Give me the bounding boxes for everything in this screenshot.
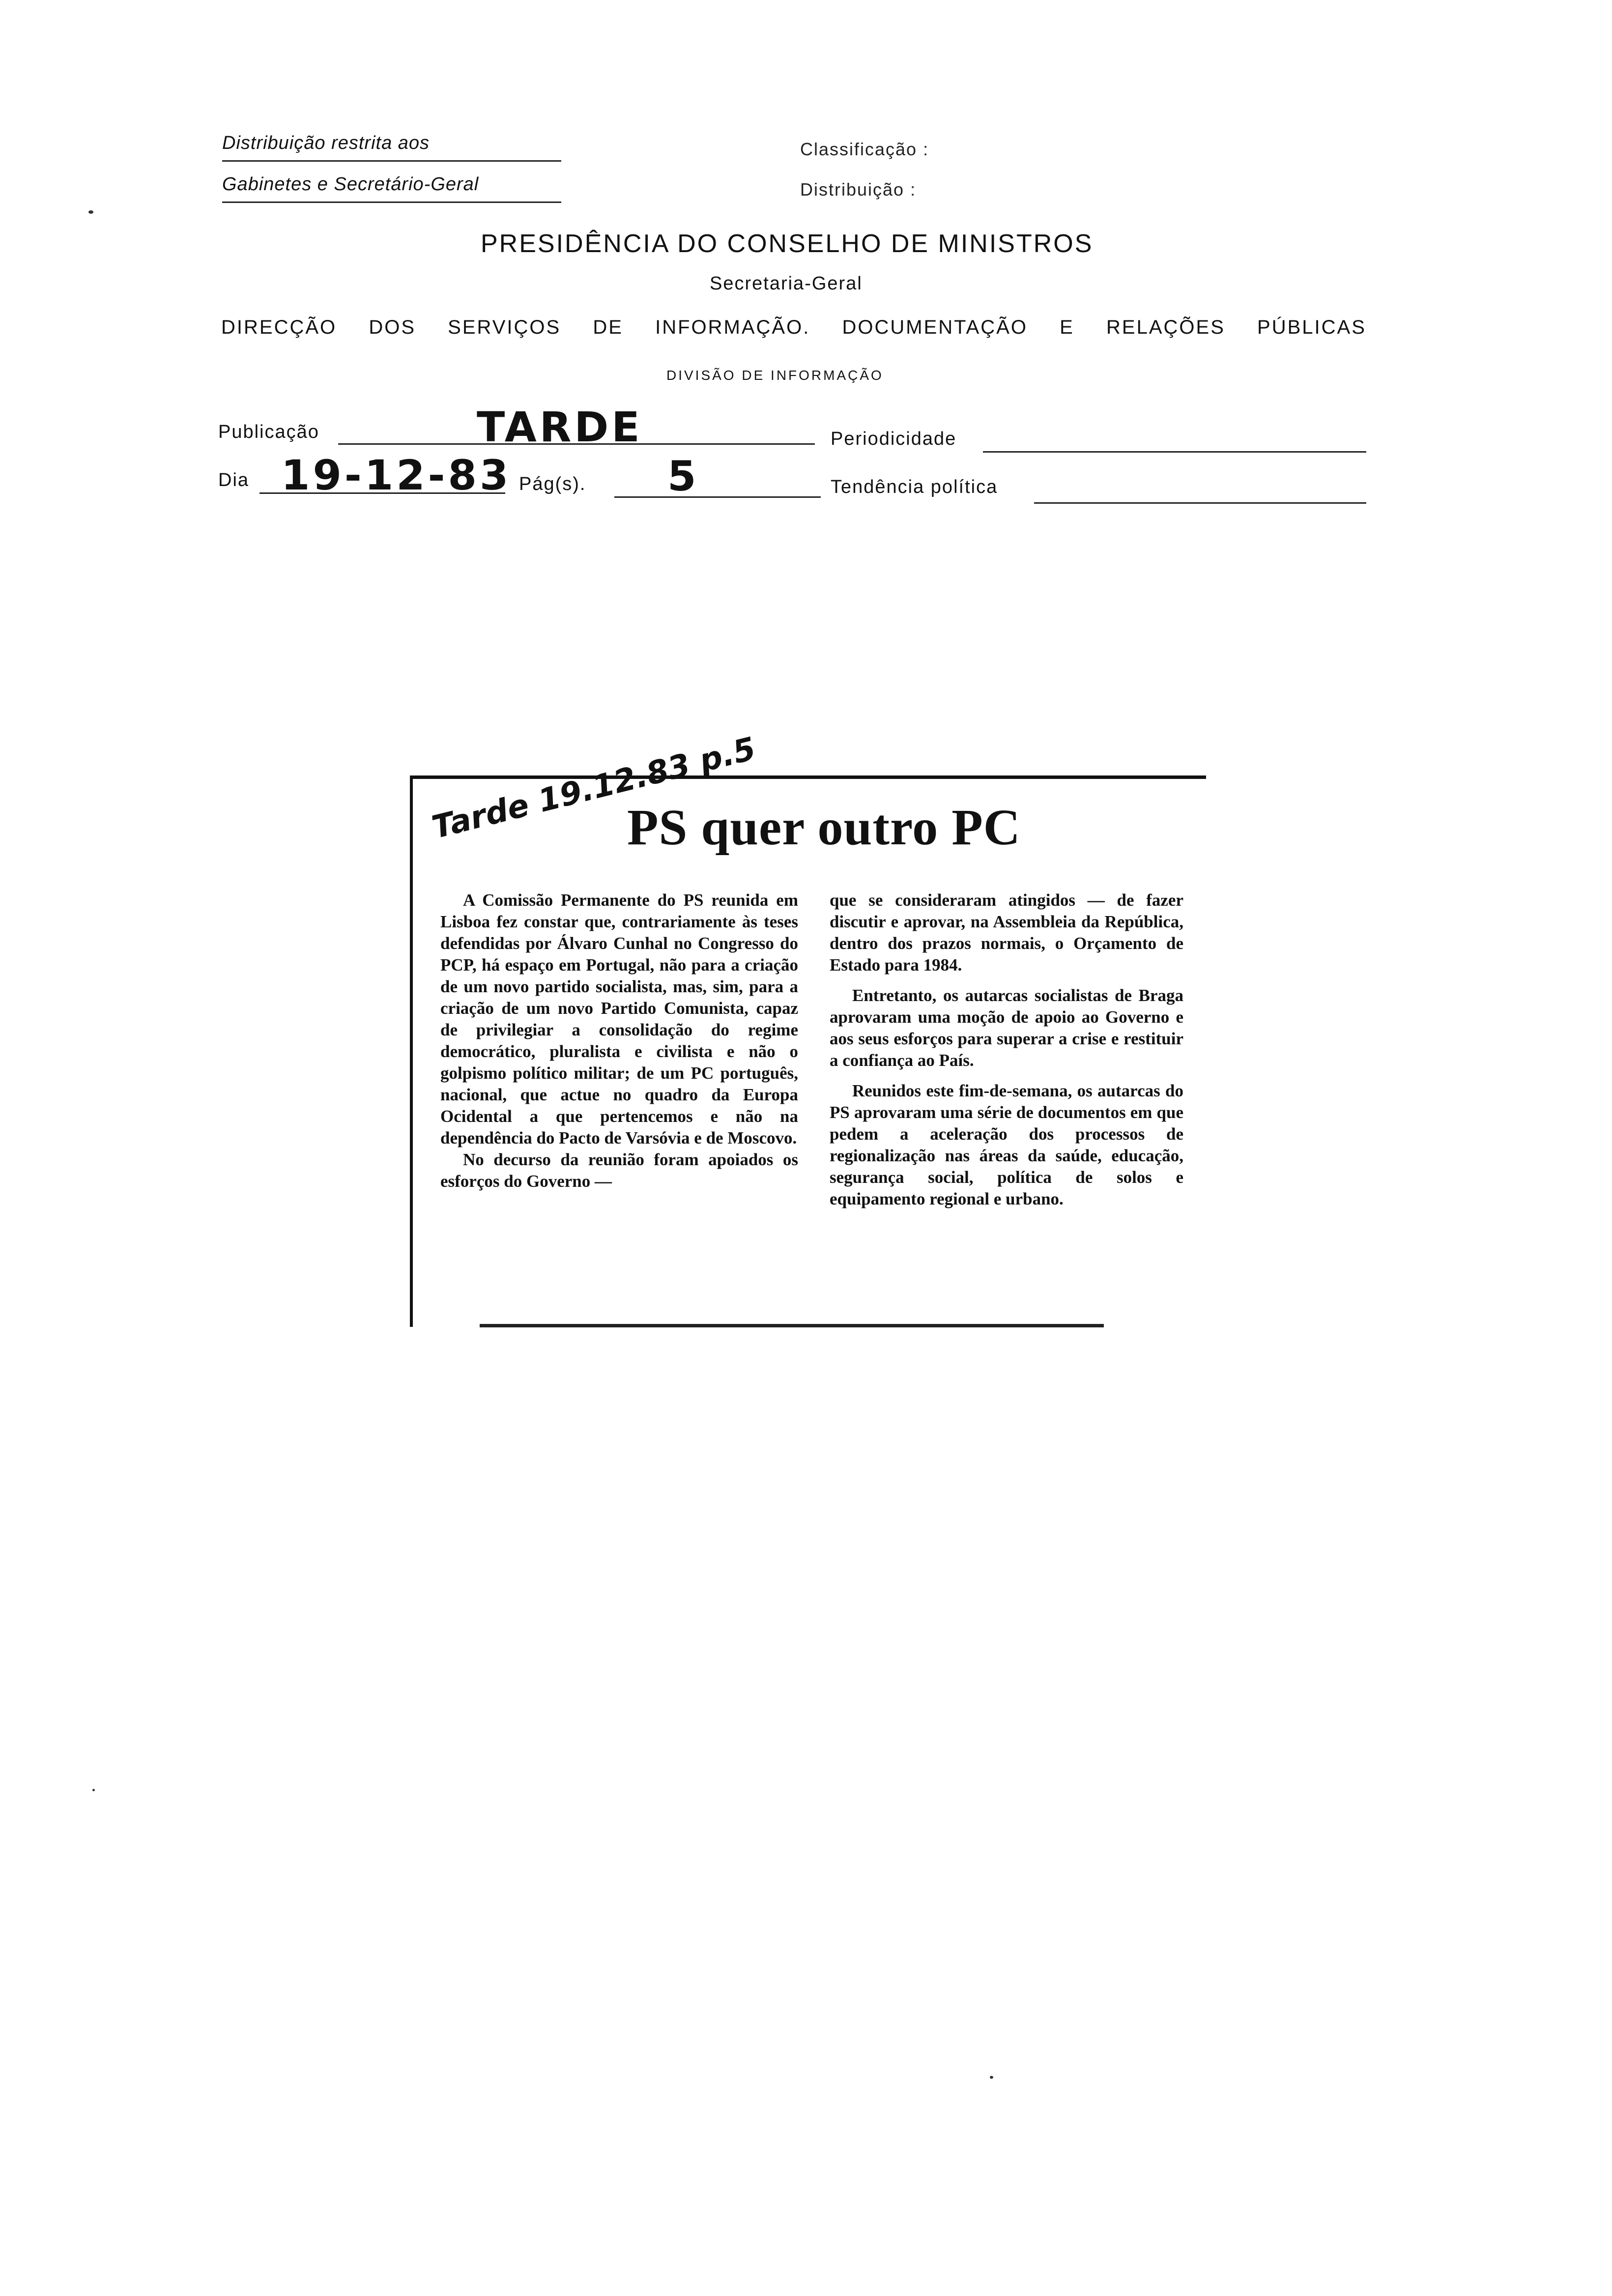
tendencia-label: Tendência política xyxy=(831,477,998,497)
headline: PS quer outro PC xyxy=(627,799,1021,856)
scan-speck xyxy=(990,2076,993,2079)
clipping-top-rule xyxy=(410,775,1206,779)
periodicidade-line xyxy=(983,451,1366,453)
pags-line xyxy=(614,496,821,498)
direccao-word: PÚBLICAS xyxy=(1257,316,1366,338)
secretaria-geral: Secretaria-Geral xyxy=(710,273,863,294)
classificacao-label: Classificação : xyxy=(800,139,929,159)
direccao-word: SERVIÇOS xyxy=(448,316,561,338)
restriction-line-1: Distribuição restrita aos xyxy=(222,133,430,153)
paragraph: que se consideraram atingidos — de fazer discutir e aprovar, na Assembleia da República, dentro dos prazos normais, o Orçamento de Estado para 1984. xyxy=(830,890,1183,975)
clipping-bottom-rule xyxy=(480,1324,1104,1327)
publicacao-label: Publicação xyxy=(218,422,319,442)
direccao-word: DE xyxy=(593,316,623,338)
paragraph: Reunidos este fim-de-semana, os autarcas do PS aprovaram uma série de documentos em que pedem a aceleração dos processos de regionalização nas áreas da saúde, educação, segurança social, política de solos e equipamento regional e urbano. xyxy=(830,1081,1183,1208)
paragraph: A Comissão Permanente do PS reunida em Lisboa fez constar que, contrariamente às teses defendidas por Álvaro Cunhal no Congresso do PCP, há espaço em Portugal, não para a criação de um novo partido socialista, mas, sim, para a criação de um novo Partido Comunista, capaz de privilegiar a consolidação do regime democrático, pluralista e civilista e não o golpismo político militar; de um PC português, nacional, que actue no quadro da Europa Ocidental a que pertencemos e não na dependência do Pacto de Varsóvia e de Moscovo. xyxy=(440,890,798,1148)
scan-speck xyxy=(92,1789,95,1791)
paragraph: Entretanto, os autarcas socialistas de Braga aprovaram uma moção de apoio ao Governo e aos seus esforços para superar a crise e restituir a confiança ao País. xyxy=(830,986,1183,1070)
dia-value: 19-12-83 xyxy=(281,451,512,499)
publicacao-value: TARDE xyxy=(477,403,643,451)
restriction-line-2: Gabinetes e Secretário-Geral xyxy=(222,174,479,195)
tendencia-line xyxy=(1034,502,1366,504)
clipping-left-edge xyxy=(410,776,413,1327)
direccao-word: DIRECÇÃO xyxy=(221,316,337,338)
handwritten-date-note: Tarde 19.12.83 p.5 xyxy=(429,730,759,846)
direccao-word: E xyxy=(1060,316,1074,338)
direccao-line xyxy=(221,316,1366,339)
pags-label: Pág(s). xyxy=(519,474,586,494)
restriction-underline-2 xyxy=(222,201,561,203)
direccao-word: INFORMAÇÃO. xyxy=(655,316,810,338)
restriction-underline-1 xyxy=(222,160,561,162)
direccao-word: DOS xyxy=(369,316,416,338)
pags-value: 5 xyxy=(667,452,699,500)
ministry-title: PRESIDÊNCIA DO CONSELHO DE MINISTROS xyxy=(481,230,1094,258)
distribuicao-label: Distribuição : xyxy=(800,179,917,200)
direccao-word: RELAÇÕES xyxy=(1106,316,1225,338)
margin-speck xyxy=(88,210,93,214)
divisao-informacao: DIVISÃO DE INFORMAÇÃO xyxy=(666,368,884,383)
periodicidade-label: Periodicidade xyxy=(831,429,957,449)
article-column-1 xyxy=(440,890,798,1192)
article-column-2 xyxy=(830,890,1183,1210)
paragraph: No decurso da reunião foram apoiados os esforços do Governo — xyxy=(440,1150,798,1191)
newspaper-clipping xyxy=(406,730,1202,1332)
dia-label: Dia xyxy=(218,470,250,490)
direccao-word: DOCUMENTAÇÃO xyxy=(842,316,1028,338)
